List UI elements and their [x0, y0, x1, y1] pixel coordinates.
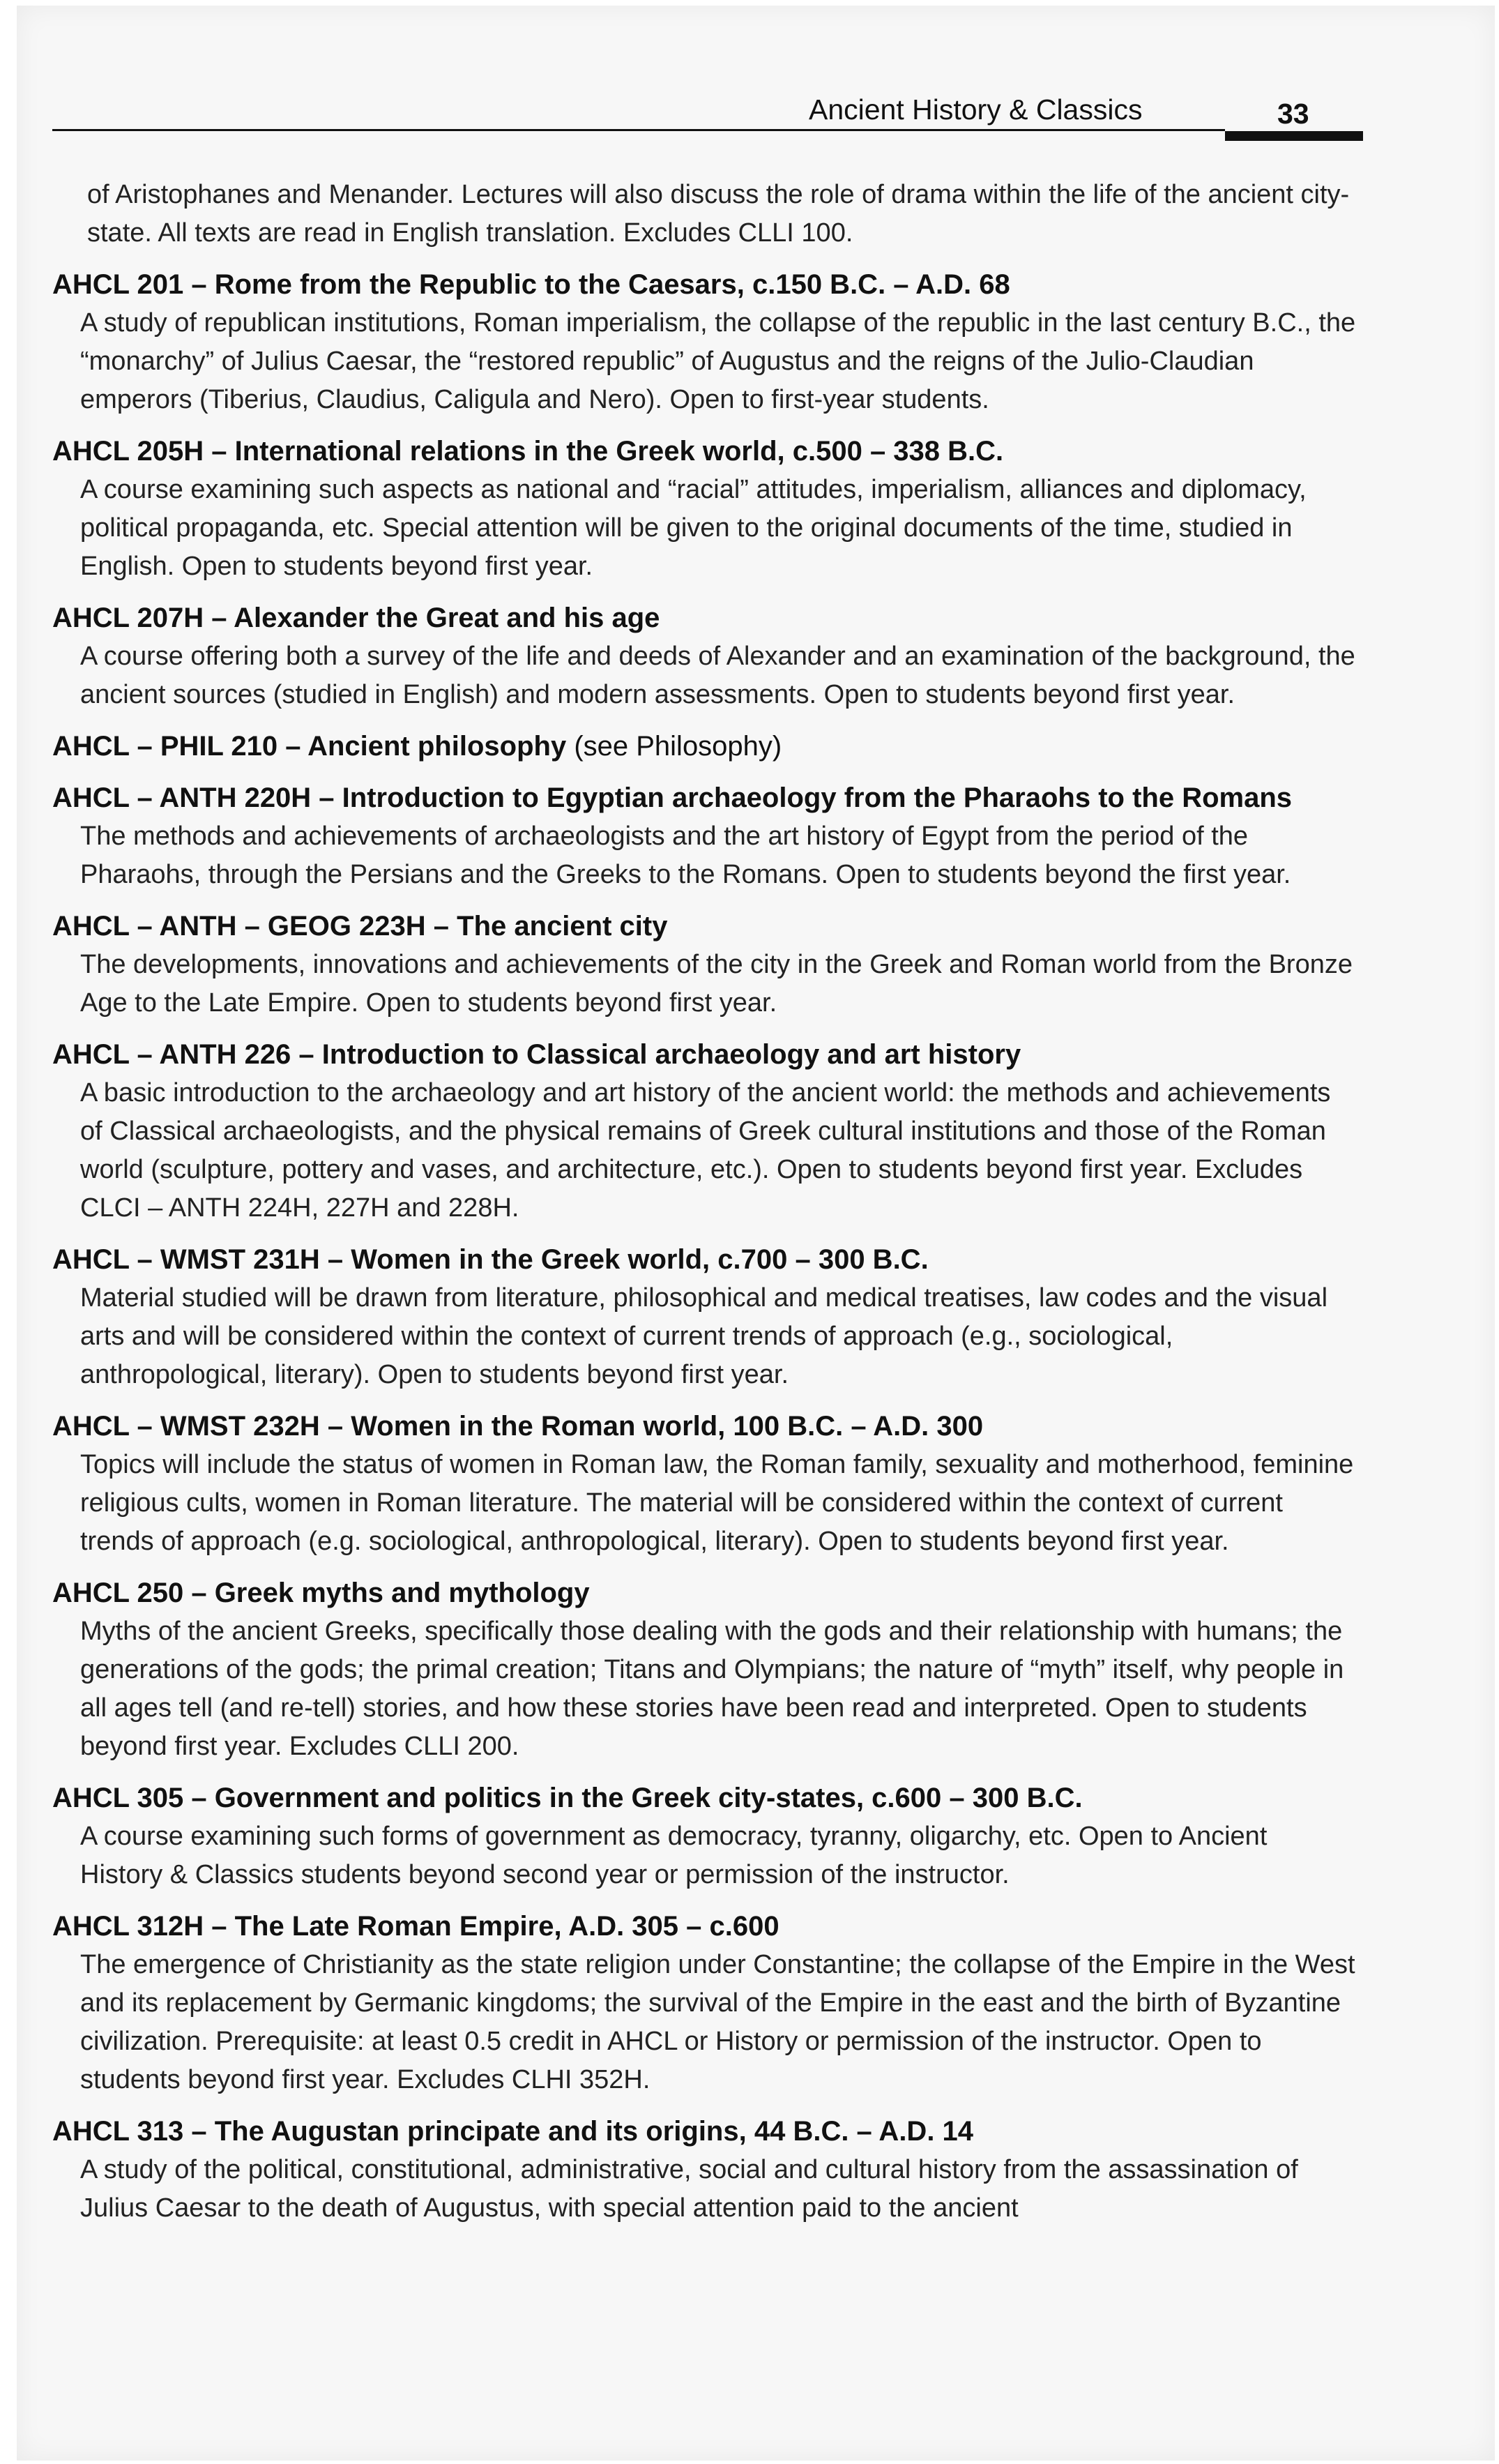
course-description: The emergence of Christianity as the state religion under Constantine; the collapse of the Empire in the West and its replacement by Germanic kingdoms; the survival of the Empire in the east and the birth of Byzantine civilization. Prerequisite: at least 0.5 credit in AHCL or History or permission of the instructor. Open to students beyond first year. Excludes CLHI 352H.: [80, 1950, 1355, 2094]
course-entry: [52, 1907, 1356, 2099]
course-title: AHCL 201 – Rome from the Republic to the Caesars, c.150 B.C. – A.D. 68: [52, 269, 1010, 300]
course-title: AHCL – WMST 232H – Women in the Roman world, 100 B.C. – A.D. 300: [52, 1411, 984, 1442]
course-description: A course offering both a survey of the life and deeds of Alexander and an examination of the background, the ancient sources (studied in English) and modern assessments. Open to students beyond first year.: [80, 642, 1355, 709]
course-description: Topics will include the status of women in Roman law, the Roman family, sexuality and motherhood, feminine religious cults, women in Roman literature. The material will be considered within the context of current trends of approach (e.g. sociological, anthropological, literary). Open to students beyond first year.: [80, 1450, 1354, 1556]
course-entry: [52, 1573, 1356, 1766]
course-description: A study of republican institutions, Roman imperialism, the collapse of the republic in the last century B.C., the “monarchy” of Julius Caesar, the “restored republic” of Augustus and the reigns of the Julio-Claudian emperors (Tiberius, Claudius, Caligula and Nero). Open to first-year students.: [80, 308, 1356, 414]
course-description: A study of the political, constitutional, administrative, social and cultural history from the assassination of Julius Caesar to the death of Augustus, with special attention paid to the ancient: [80, 2155, 1298, 2223]
course-entry: [52, 432, 1356, 586]
course-entry: [52, 1778, 1356, 1894]
course-entry: [52, 2112, 1356, 2228]
course-title: AHCL 305 – Government and politics in the Greek city-states, c.600 – 300 B.C.: [52, 1783, 1083, 1813]
course-title: AHCL 205H – International relations in the Greek world, c.500 – 338 B.C.: [52, 436, 1004, 467]
course-listing: [52, 176, 1356, 2240]
page-number: 33: [1277, 98, 1309, 130]
course-entry: [52, 907, 1356, 1022]
course-title: AHCL – ANTH 226 – Introduction to Classical archaeology and art history: [52, 1039, 1021, 1070]
course-entry: [52, 1240, 1356, 1394]
course-title: AHCL 313 – The Augustan principate and its origins, 44 B.C. – A.D. 14: [52, 2116, 974, 2147]
course-title: AHCL – WMST 231H – Women in the Greek world, c.700 – 300 B.C.: [52, 1244, 929, 1275]
course-description: A course examining such forms of government as democracy, tyranny, oligarchy, etc. Open to Ancient History & Classics students beyond second year or permission of the instructor.: [80, 1822, 1268, 1889]
course-title: AHCL 250 – Greek myths and mythology: [52, 1578, 590, 1608]
course-description: A course examining such aspects as national and “racial” attitudes, imperialism, alliances and diplomacy, political propaganda, etc. Special attention will be given to the original documents of the time, studied in English. Open to students beyond first year.: [80, 475, 1307, 581]
course-entry: [52, 1407, 1356, 1561]
course-title: AHCL – ANTH 220H – Introduction to Egyptian archaeology from the Pharaohs to the Romans: [52, 783, 1293, 813]
course-description: Material studied will be drawn from literature, philosophical and medical treatises, law codes and the visual arts and will be considered within the context of current trends of approach (e.g., sociological, anthropological, literary). Open to students beyond first year.: [80, 1283, 1328, 1389]
running-header-title: Ancient History & Classics: [809, 93, 1143, 126]
course-description: Myths of the ancient Greeks, specifically those dealing with the gods and their relationship with humans; the generations of the gods; the primal creation; Titans and Olympians; the nature of “myth” itself, why people in all ages tell (and re-tell) stories, and how these stories have been read and interpreted. Open to students beyond first year. Excludes CLLI 200.: [80, 1617, 1344, 1761]
course-description: The methods and achievements of archaeologists and the art history of Egypt from the period of the Pharaohs, through the Persians and the Greeks to the Romans. Open to students beyond the first year.: [80, 822, 1291, 889]
course-title: AHCL 312H – The Late Roman Empire, A.D. 305 – c.600: [52, 1911, 779, 1942]
course-cross-reference: (see Philosophy): [574, 731, 782, 762]
course-title: AHCL – PHIL 210 – Ancient philosophy: [52, 731, 567, 762]
course-title-line: [52, 727, 1356, 766]
continued-description: of Aristophanes and Menander. Lectures will also discuss the role of drama within the life of the ancient city-state. All texts are read in English translation. Excludes CLLI 100.: [87, 180, 1350, 248]
header-bar: [1225, 131, 1363, 141]
header-rule: [52, 129, 1225, 131]
page-header: [52, 84, 1363, 160]
course-entry: [52, 598, 1356, 714]
course-entry: [52, 778, 1356, 894]
course-description: The developments, innovations and achievements of the city in the Greek and Roman world from the Bronze Age to the Late Empire. Open to students beyond first year.: [80, 950, 1353, 1018]
course-title: AHCL – ANTH – GEOG 223H – The ancient city: [52, 911, 668, 942]
course-description: A basic introduction to the archaeology and art history of the ancient world: the methods and achievements of Classical archaeologists, and the physical remains of Greek cultural institutions and those of the Roman world (sculpture, pottery and vases, and architecture, etc.). Open to students beyond first year. Excludes CLCI – ANTH 224H, 227H and 228H.: [80, 1078, 1331, 1223]
course-title: AHCL 207H – Alexander the Great and his age: [52, 603, 660, 633]
course-entry: [52, 1035, 1356, 1227]
course-entry: [52, 727, 1356, 766]
course-entry: [52, 265, 1356, 419]
